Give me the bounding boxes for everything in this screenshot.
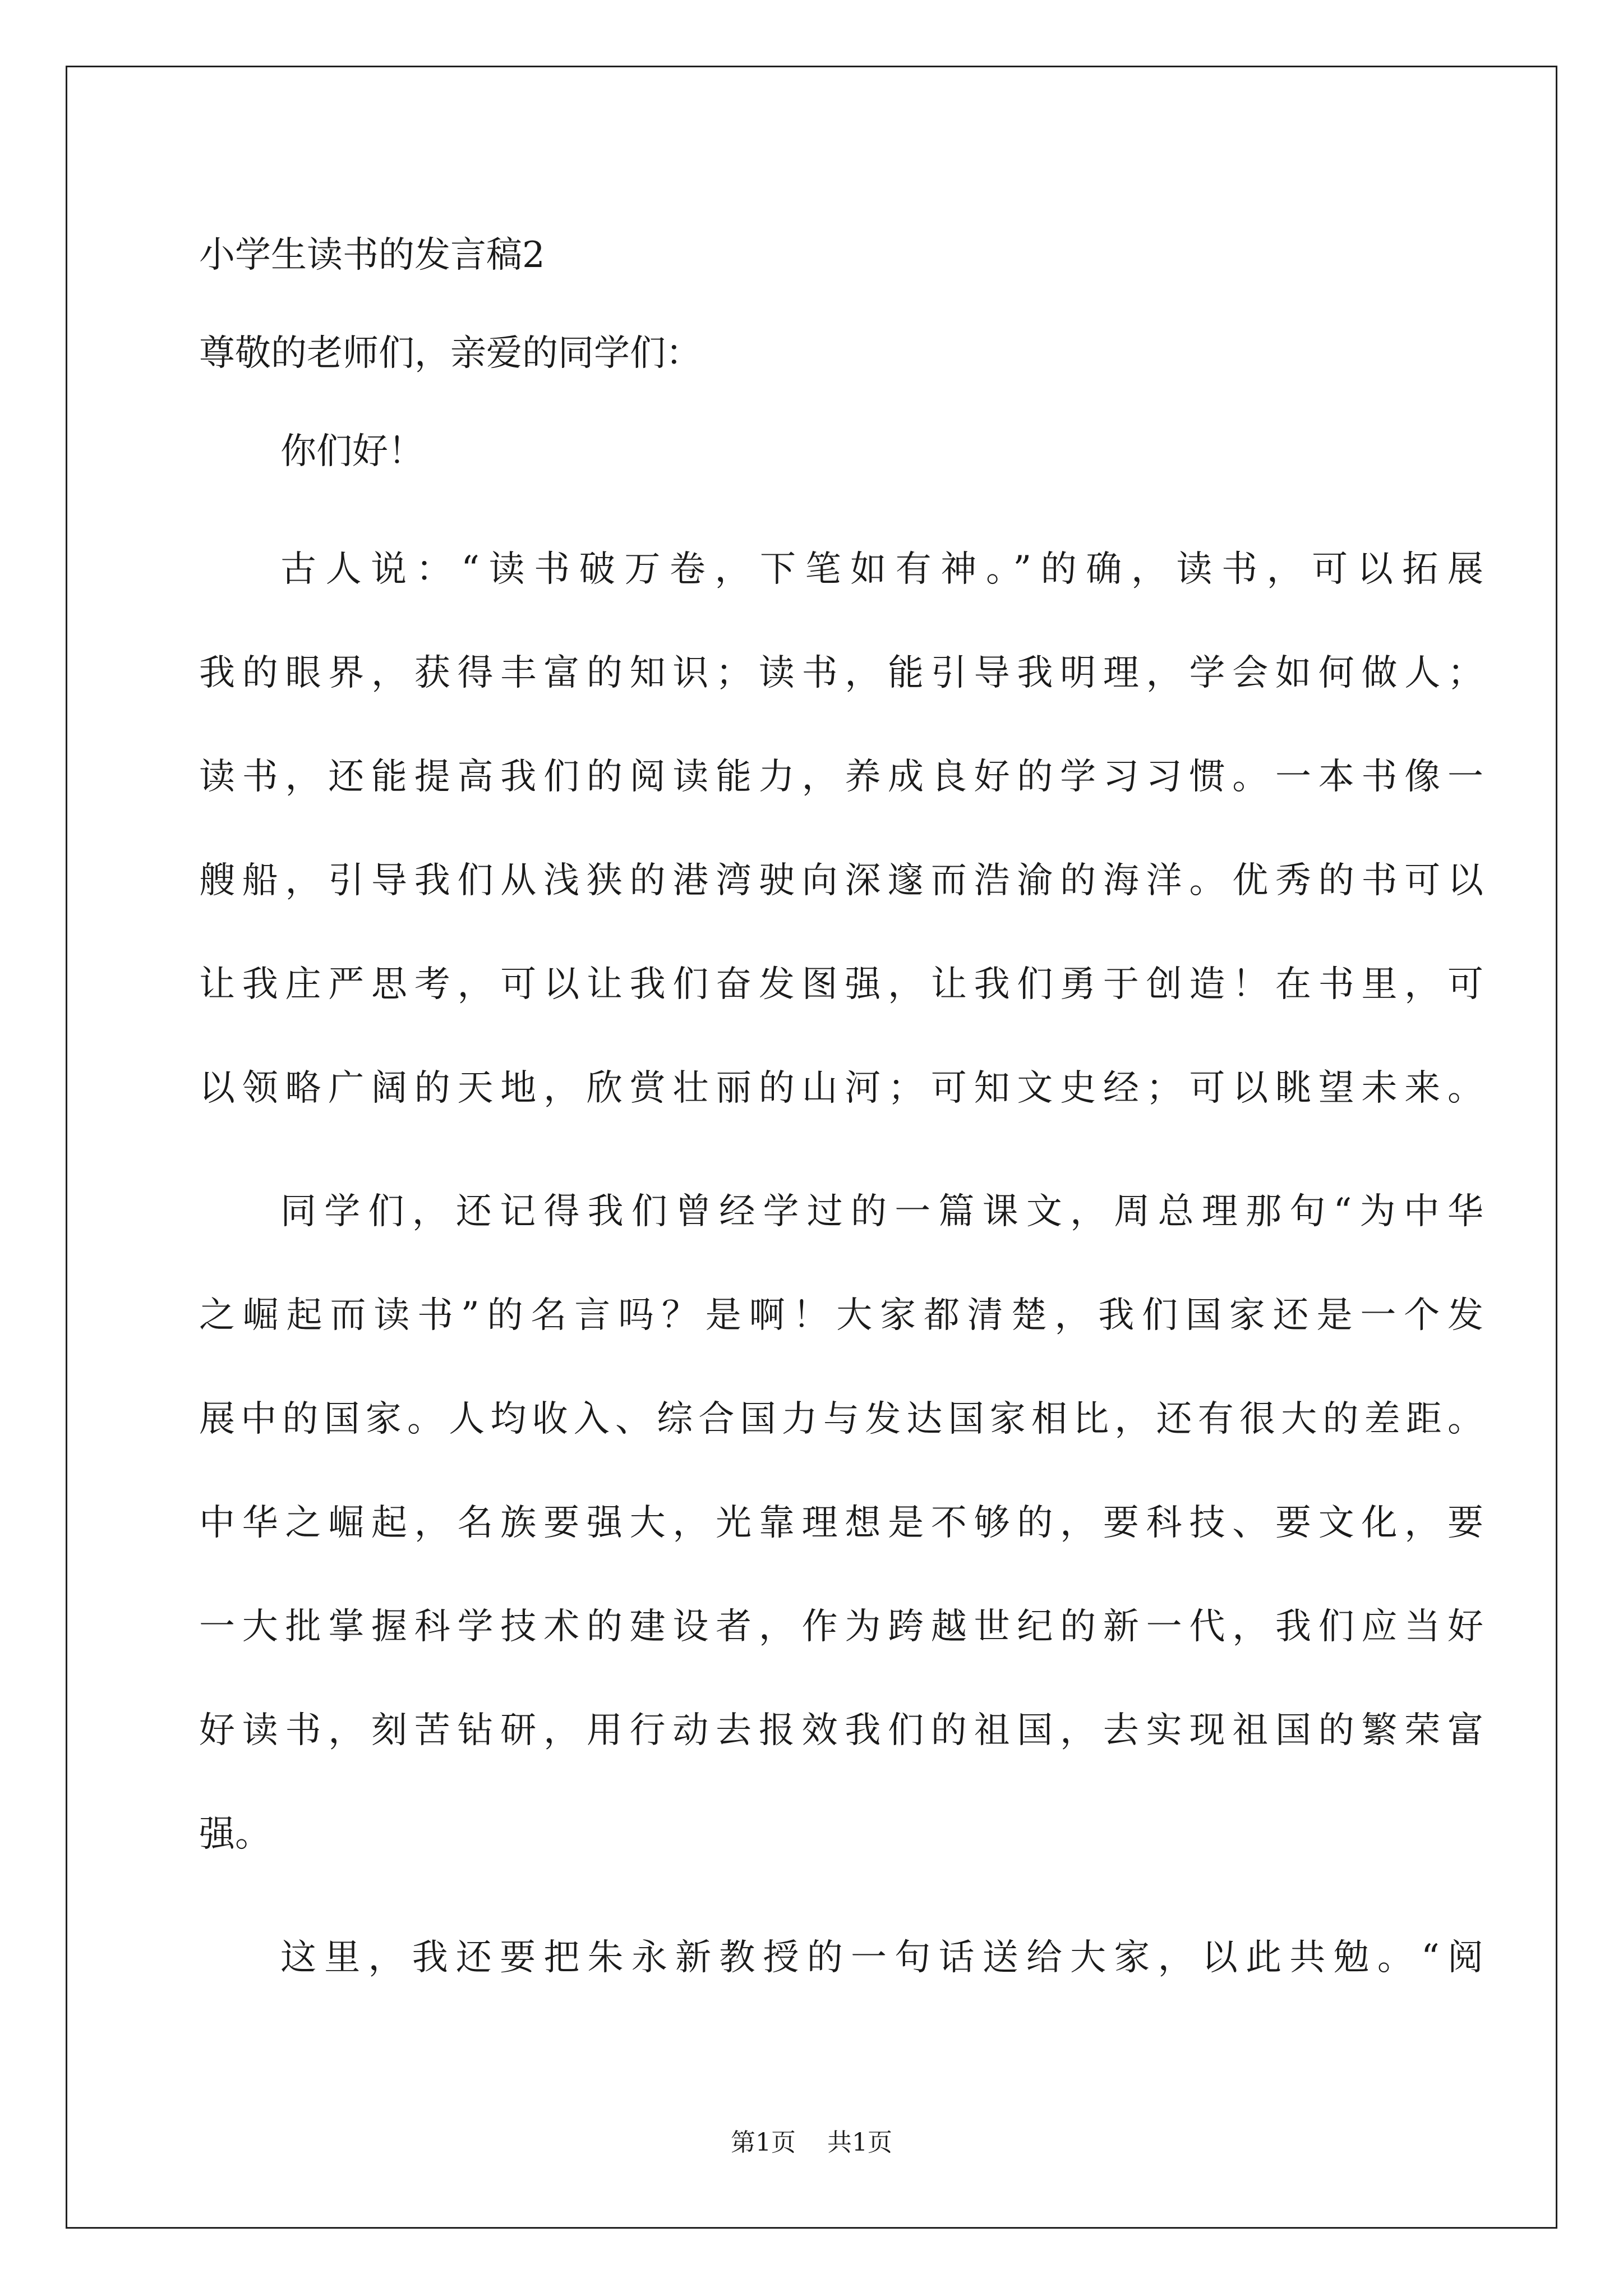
page-number-current: 第1页: [731, 2128, 796, 2157]
paragraph-line: 一大批掌握科学技术的建设者，作为跨越世纪的新一代，我们应当好: [199, 1606, 1483, 1648]
paragraph-line: 中华之崛起，名族要强大，光靠理想是不够的，要科技、要文化，要: [199, 1502, 1483, 1544]
paragraph-line: 我的眼界，获得丰富的知识；读书，能引导我明理，学会如何做人；: [199, 652, 1483, 694]
paragraph-line: 古人说：“读书破万卷，下笔如有神。”的确，读书，可以拓展: [280, 549, 1483, 590]
paragraph-line: 之崛起而读书”的名言吗？是啊！大家都清楚，我们国家还是一个发: [199, 1295, 1483, 1336]
page-number-total: 共1页: [827, 2128, 892, 2157]
paragraph-line: 这里，我还要把朱永新教授的一句话送给大家，以此共勉。“阅: [280, 1937, 1483, 1978]
page-border: [66, 66, 1557, 2229]
paragraph-line: 好读书，刻苦钻研，用行动去报效我们的祖国，去实现祖国的繁荣富: [199, 1710, 1483, 1751]
paragraph-line: 同学们，还记得我们曾经学过的一篇课文，周总理那句“为中华: [280, 1191, 1483, 1232]
paragraph-line: 读书，还能提高我们的阅读能力，养成良好的学习习惯。一本书像一: [199, 756, 1483, 798]
greeting-line: 你们好！: [280, 431, 424, 472]
paragraph-line: 艘船，引导我们从浅狭的港湾驶向深邃而浩渝的海洋。优秀的书可以: [199, 860, 1483, 901]
page-footer: [0, 2126, 1623, 2160]
document-title: 小学生读书的发言稿2: [199, 234, 545, 276]
paragraph-line: 展中的国家。人均收入、综合国力与发达国家相比，还有很大的差距。: [199, 1398, 1483, 1440]
paragraph-line: 让我庄严思考，可以让我们奋发图强，让我们勇于创造！在书里，可: [199, 964, 1483, 1005]
paragraph-line: 以领略广阔的天地，欣赏壮丽的山河；可知文史经；可以眺望未来。: [199, 1068, 1483, 1109]
salutation-line: 尊敬的老师们，亲爱的同学们：: [199, 333, 702, 374]
paragraph-line: 强。: [199, 1814, 271, 1855]
